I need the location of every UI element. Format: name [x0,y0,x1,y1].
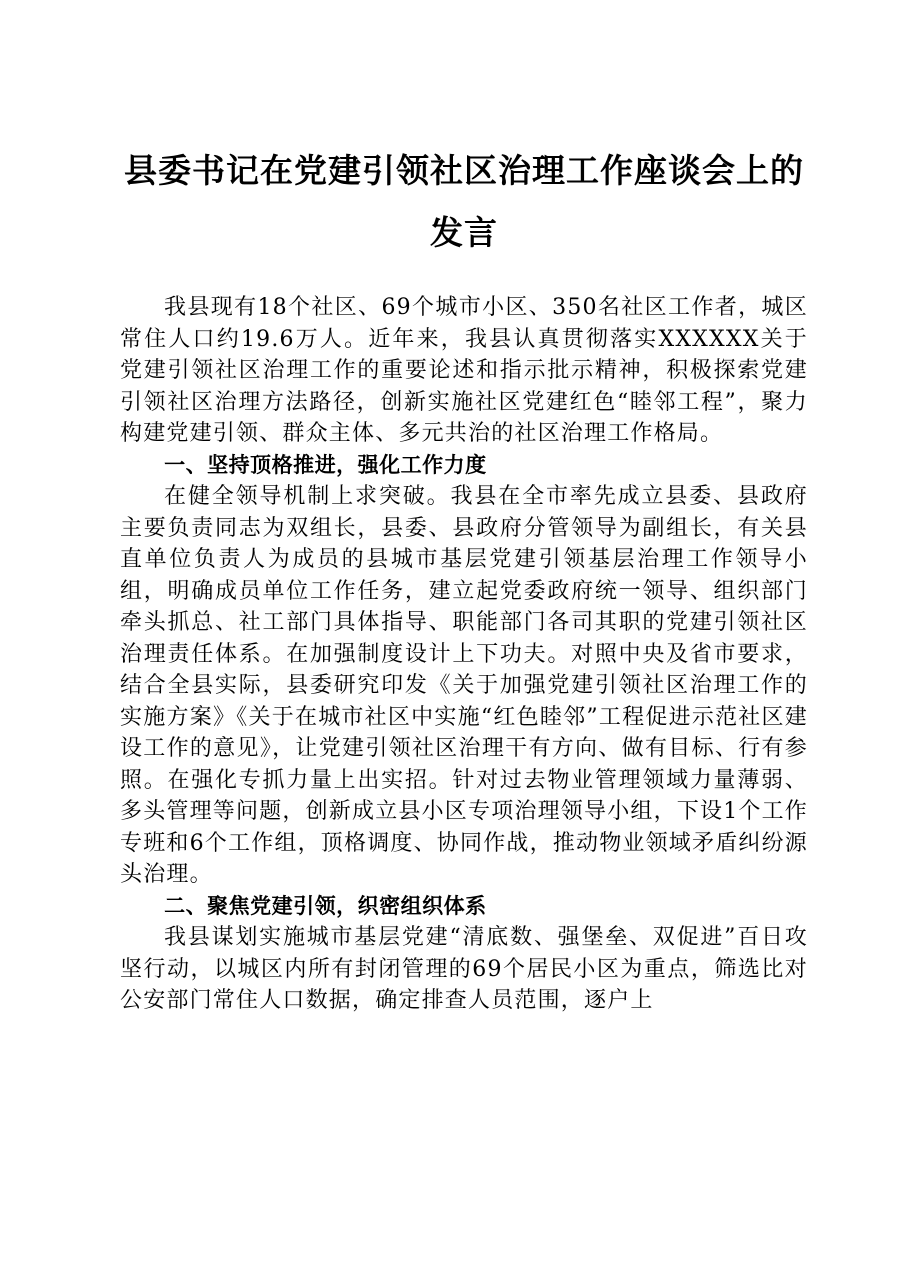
title-line-1: 县委书记在党建引领社区治理工作座谈会上的 [124,151,804,190]
section-heading-1: 一、坚持顶格推进，强化工作力度 [164,452,487,477]
section-2-paragraph: 我县谋划实施城市基层党建“清底数、强堡垒、双促进”百日攻坚行动，以城区内所有封闭管理的69个居民小区为重点，筛选比对公安部门常住人口数据，确定排查人员范围，逐户上 [120,925,808,1013]
intro-paragraph: 我县现有18个社区、69个城市小区、350名社区工作者，城区常住人口约19.6万人。近年来，我县认真贯彻落实XXXXXX关于党建引领社区治理工作的重要论述和指示批示精神，积极探索党建引领社区治理方法路径，创新实施社区党建红色“睦邻工程”，聚力构建党建引领、群众主体、多元共治的社区治理工作格局。 [120,295,808,446]
section-heading-2: 二、聚焦党建引领，织密组织体系 [164,893,487,918]
document-page [120,140,808,1017]
title-line-2: 发言 [430,213,498,252]
document-title [120,140,808,264]
section-1-paragraph: 在健全领导机制上求突破。我县在全市率先成立县委、县政府主要负责同志为双组长，县委、县政府分管领导为副组长，有关县直单位负责人为成员的县城市基层党建引领基层治理工作领导小组，明确成员单位工作任务，建立起党委政府统一领导、组织部门牵头抓总、社工部门具体指导、职能部门各司其职的党建引领社区治理责任体系。在加强制度设计上下功夫。对照中央及省市要求，结合全县实际，县委研究印发《关于加强党建引领社区治理工作的实施方案》《关于在城市社区中实施“红色睦邻”工程促进示范社区建设工作的意见》，让党建引领社区治理干有方向、做有目标、行有参照。在强化专抓力量上出实招。针对过去物业管理领域力量薄弱、多头管理等问题，创新成立县小区专项治理领导小组，下设1个工作专班和6个工作组，顶格调度、协同作战，推动物业领域矛盾纠纷源头治理。 [120,484,808,887]
